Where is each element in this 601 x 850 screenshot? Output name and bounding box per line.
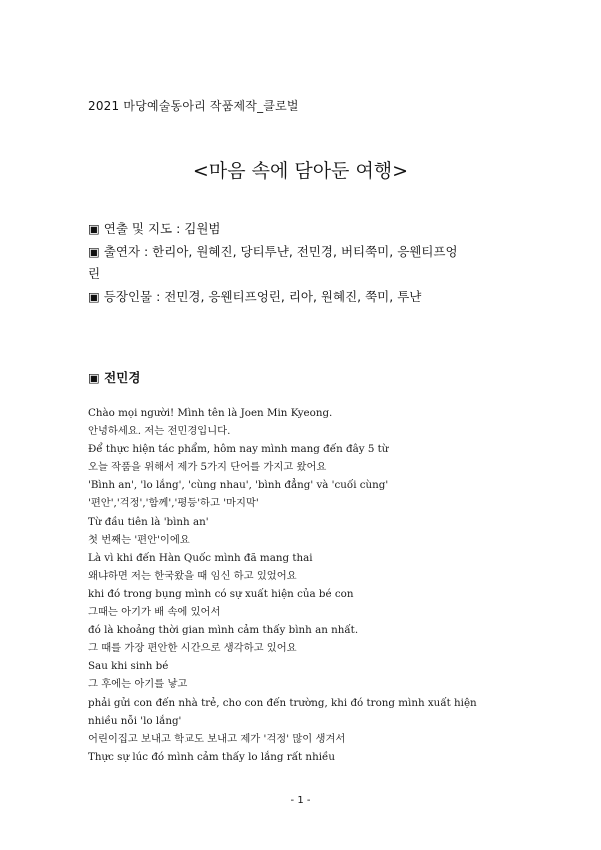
credit-text: 출연자 : 한리아, 원혜진, 당티투냔, 전민경, 버티쭉미, 응웬티프엉 (103, 243, 458, 259)
document-title: <마음 속에 담아둔 여행> (192, 160, 409, 182)
credit-line-cast (88, 241, 528, 264)
section-heading-text: 전민경 (104, 370, 141, 385)
script-line: 오늘 작품을 위해서 제가 5가지 단어를 가지고 왔어요 (88, 461, 327, 474)
credit-text: 등장인물 : 전민경, 응웬티프엉린, 리아, 원혜진, 쭉미, 투냔 (103, 288, 422, 304)
square-bullet-icon: ▣ (88, 370, 100, 385)
credits-block (88, 218, 528, 308)
script-line: 그 때를 가장 편안한 시간으로 생각하고 있어요 (88, 642, 297, 655)
script-line: khi đó trong bụng mình có sự xuất hiện của bé con (88, 587, 354, 600)
credit-line-characters (88, 286, 528, 309)
script-line: Từ đầu tiên là 'bình an' (88, 515, 209, 528)
script-line: 왜냐하면 저는 한국왔을 때 임신 하고 있었어요 (88, 569, 297, 582)
page-number: - 1 - (290, 795, 311, 806)
script-line: Thực sự lúc đó mình cảm thấy lo lắng rất nhiều (88, 750, 335, 763)
square-bullet-icon: ▣ (88, 221, 100, 236)
script-line: '편안','걱정','함께','평등'하고 '마지막' (88, 497, 259, 510)
script-line: Để thực hiện tác phẩm, hôm nay mình mang đến đây 5 từ (88, 443, 389, 456)
script-line: 첫 번째는 '편안'이에요 (88, 533, 190, 546)
script-body (88, 404, 528, 766)
credit-text: 연출 및 지도 : 김원범 (103, 221, 221, 236)
script-line: 안녕하세요. 저는 전민경입니다. (88, 425, 231, 438)
script-line: 그때는 아기가 배 속에 있어서 (88, 606, 221, 619)
script-line: nhiều nỗi 'lo lắng' (88, 714, 182, 727)
script-line: 어린이집고 보내고 학교도 보내고 제가 '걱정' 많이 생겨서 (88, 732, 346, 745)
script-line: Sau khi sinh bé (88, 660, 169, 673)
document-header: 2021 마당예술동아리 작품제작_클로벌 (88, 99, 299, 113)
section-heading (88, 368, 140, 386)
script-line: Là vì khi đến Hàn Quốc mình đã mang thai (88, 551, 313, 564)
credit-line-cast-continuation: 린 (88, 266, 101, 281)
credit-line-director (88, 218, 528, 241)
script-line: 그 후에는 아기를 낳고 (88, 678, 188, 691)
script-line: Chào mọi người! Mình tên là Joen Min Kyeong. (88, 407, 333, 419)
script-line: đó là khoảng thời gian mình cảm thấy bình an nhất. (88, 624, 359, 637)
script-line: 'Bình an', 'lo lắng', 'cùng nhau', 'bình đẳng' và 'cuối cùng' (88, 479, 389, 492)
square-bullet-icon: ▣ (88, 243, 100, 259)
square-bullet-icon: ▣ (88, 288, 100, 304)
script-line: phải gửi con đến nhà trẻ, cho con đến trường, khi đó trong mình xuất hiện (88, 696, 477, 709)
